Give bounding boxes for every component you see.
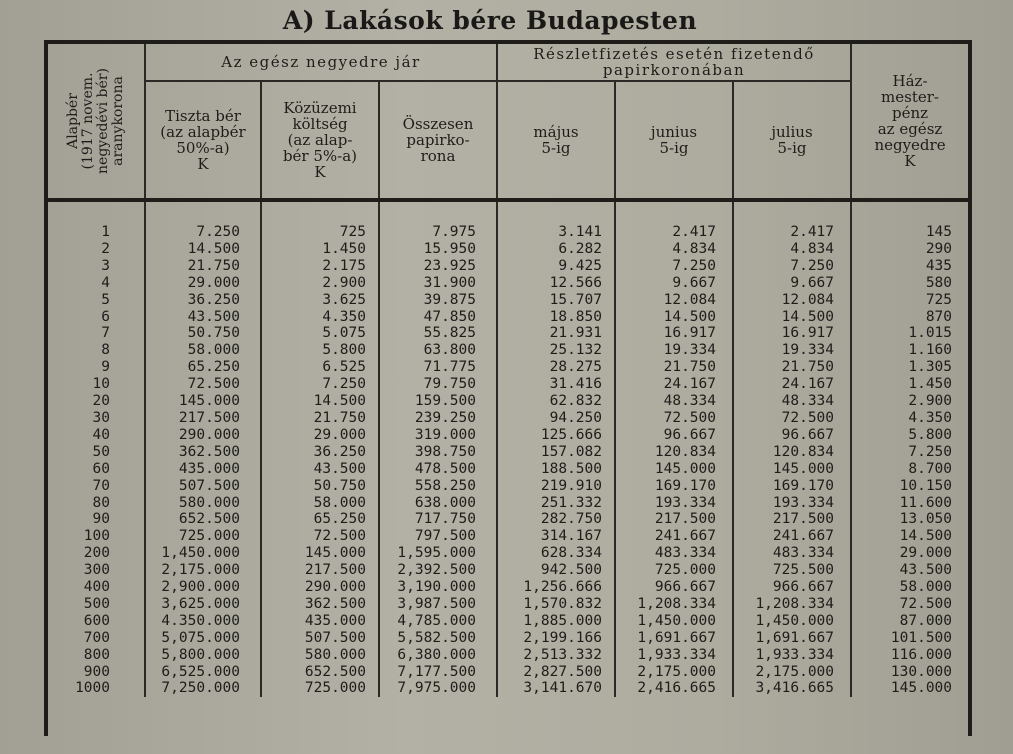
header-total <box>379 81 497 200</box>
table-cell: 101.500 <box>890 629 953 646</box>
table-cell: 72.500 <box>733 410 851 427</box>
table-cell: 116.000 <box>890 646 953 663</box>
table-cell: 4.834 <box>615 241 733 258</box>
table-cell: 55.825 <box>379 325 497 342</box>
table-cell: 1.015 <box>908 325 953 342</box>
table-cell: 50 <box>48 444 145 461</box>
table-cell: 120.834 <box>733 444 851 461</box>
table-cell: 60 <box>48 461 145 478</box>
table-cell: 24.167 <box>615 376 733 393</box>
table-cell: 400 <box>48 579 145 596</box>
table-cell: 4.350 <box>908 409 953 426</box>
table-cell: 725.500 <box>733 562 851 579</box>
table-cell: 43.500 <box>145 309 261 326</box>
table-cell: 2.417 <box>733 200 851 241</box>
table-row <box>48 200 968 241</box>
rent-table <box>48 44 968 697</box>
table-row <box>48 359 968 376</box>
table-row <box>48 241 968 258</box>
table-cell: 50.750 <box>261 478 379 495</box>
header-line: rona <box>420 147 456 165</box>
header-line: bér 5%-a) <box>282 147 358 165</box>
table-cell: 239.250 <box>379 410 497 427</box>
table-cell: 507.500 <box>261 630 379 647</box>
header-line: (az alapbér <box>160 123 246 141</box>
table-cell: 4.350.000 <box>145 613 261 630</box>
table-cell: 290.000 <box>261 579 379 596</box>
table-cell: 1,208.334 <box>615 596 733 613</box>
table-cell: 5,582.500 <box>379 630 497 647</box>
table-body <box>48 200 968 697</box>
table-cell: 1,691.667 <box>615 630 733 647</box>
header-line: Ház- <box>892 72 928 90</box>
table-row <box>48 528 968 545</box>
table-cell: 652.500 <box>261 664 379 681</box>
table-cell: 72.500 <box>899 595 953 612</box>
header-line: az egész <box>877 120 943 138</box>
table-cell: 478.500 <box>379 461 497 478</box>
table-cell: 580.000 <box>145 495 261 512</box>
table-cell: 483.334 <box>733 545 851 562</box>
table-cell: 145.000 <box>145 393 261 410</box>
table-cell: 966.667 <box>615 579 733 596</box>
table-cell: 725 <box>261 200 379 241</box>
table-cell: 72.500 <box>145 376 261 393</box>
table-cell: 2.175 <box>261 258 379 275</box>
table-cell: 362.500 <box>261 596 379 613</box>
table-cell: 8.700 <box>908 460 953 477</box>
table-cell: 507.500 <box>145 478 261 495</box>
table-cell: 2,175.000 <box>733 664 851 681</box>
table-cell: 16.917 <box>615 325 733 342</box>
table-cell: 14.500 <box>261 393 379 410</box>
table-cell: 70 <box>48 478 145 495</box>
header-june <box>615 81 733 200</box>
table-cell: 725 <box>925 291 953 308</box>
table-cell: 966.667 <box>733 579 851 596</box>
table-cell: 2,827.500 <box>497 664 615 681</box>
table-cell: 7.250 <box>145 200 261 241</box>
table-cell: 14.500 <box>615 309 733 326</box>
table-cell: 5.800 <box>261 342 379 359</box>
table-row <box>48 478 968 495</box>
table-cell: 48.334 <box>733 393 851 410</box>
table-cell: 120.834 <box>615 444 733 461</box>
table-row <box>48 596 968 613</box>
table-cell: 10.150 <box>899 477 953 494</box>
table-cell: 241.667 <box>615 528 733 545</box>
table-cell: 21.750 <box>733 359 851 376</box>
table-cell: 36.250 <box>261 444 379 461</box>
table-cell: 5.075 <box>261 325 379 342</box>
table-cell: 1,208.334 <box>733 596 851 613</box>
table-cell: 2.900 <box>908 393 953 410</box>
table-cell: 96.667 <box>615 427 733 444</box>
table-cell: 725.000 <box>145 528 261 545</box>
table-cell: 251.332 <box>497 495 615 512</box>
table-row <box>48 562 968 579</box>
header-line: Összesen <box>402 115 474 133</box>
table-cell: 7,250.000 <box>145 680 261 697</box>
header-line: (az alap- <box>287 131 353 149</box>
table-cell: 28.275 <box>497 359 615 376</box>
table-cell: 3.141 <box>497 200 615 241</box>
table-row <box>48 647 968 664</box>
header-line: pénz <box>891 104 929 122</box>
header-line: aranykorona <box>110 76 126 166</box>
table-cell: 193.334 <box>615 495 733 512</box>
table-cell: 717.750 <box>379 511 497 528</box>
table-row <box>48 680 968 697</box>
table-cell: 63.800 <box>379 342 497 359</box>
table-cell: 725.000 <box>615 562 733 579</box>
header-line: Tiszta bér <box>165 107 241 125</box>
table-cell: 24.167 <box>733 376 851 393</box>
table-row <box>48 511 968 528</box>
table-cell: 2,416.665 <box>615 680 733 697</box>
header-base-rent <box>48 44 145 200</box>
table-row <box>48 495 968 512</box>
table-cell: 638.000 <box>379 495 497 512</box>
table-cell: 94.250 <box>497 410 615 427</box>
table-cell: 36.250 <box>145 292 261 309</box>
table-cell: 80 <box>48 495 145 512</box>
table-cell: 4.350 <box>261 309 379 326</box>
table-cell: 145.000 <box>890 680 953 697</box>
table-cell: 725.000 <box>261 680 379 697</box>
table-cell: 7,177.500 <box>379 664 497 681</box>
table-cell: 193.334 <box>733 495 851 512</box>
table-cell: 145 <box>925 224 953 240</box>
table-cell: 7.250 <box>615 258 733 275</box>
header-base-rent-text <box>66 51 126 191</box>
table-row <box>48 376 968 393</box>
table-cell: 16.917 <box>733 325 851 342</box>
header-group-quarter: Az egész negyedre jár <box>145 44 497 81</box>
table-cell: 217.500 <box>615 511 733 528</box>
table-cell: 65.250 <box>261 511 379 528</box>
table-cell: 96.667 <box>733 427 851 444</box>
table-cell: 79.750 <box>379 376 497 393</box>
table-cell: 2,513.332 <box>497 647 615 664</box>
table-cell: 14.500 <box>899 528 953 545</box>
table-cell: 62.832 <box>497 393 615 410</box>
table-cell: 6.282 <box>497 241 615 258</box>
table-cell: 500 <box>48 596 145 613</box>
table-cell: 2.417 <box>615 200 733 241</box>
table-cell: 11.600 <box>899 494 953 511</box>
table-cell: 100 <box>48 528 145 545</box>
table-cell: 7.250 <box>733 258 851 275</box>
table-cell: 50.750 <box>145 325 261 342</box>
table-row <box>48 461 968 478</box>
table-cell: 1,885.000 <box>497 613 615 630</box>
header-line: papirkoronában <box>602 61 746 79</box>
table-cell: 9 <box>48 359 145 376</box>
table-cell: 145.000 <box>615 461 733 478</box>
table-cell: 3.625 <box>261 292 379 309</box>
table-cell: 300 <box>48 562 145 579</box>
header-line: K <box>314 163 326 181</box>
table-cell: 282.750 <box>497 511 615 528</box>
table-cell: 31.900 <box>379 275 497 292</box>
table-cell: 23.925 <box>379 258 497 275</box>
table-cell: 2,199.166 <box>497 630 615 647</box>
table-row <box>48 545 968 562</box>
table-cell: 40 <box>48 427 145 444</box>
table-cell: 1,933.334 <box>615 647 733 664</box>
table-cell: 319.000 <box>379 427 497 444</box>
table-cell: 9.425 <box>497 258 615 275</box>
table-cell: 435.000 <box>145 461 261 478</box>
table-row <box>48 410 968 427</box>
header-net-rent <box>145 81 261 200</box>
table-row <box>48 664 968 681</box>
table-cell: 7 <box>48 325 145 342</box>
table-cell: 72.500 <box>615 410 733 427</box>
header-line: Részletfizetés esetén fizetendő <box>533 45 815 63</box>
header-line: K <box>197 155 209 173</box>
table-cell: 1,691.667 <box>733 630 851 647</box>
table-cell: 1.450 <box>908 376 953 393</box>
table-row <box>48 258 968 275</box>
table-cell: 558.250 <box>379 478 497 495</box>
table-cell: 217.500 <box>733 511 851 528</box>
table-cell: 200 <box>48 545 145 562</box>
header-utility-cost <box>261 81 379 200</box>
table-cell: 145.000 <box>261 545 379 562</box>
table-cell: 188.500 <box>497 461 615 478</box>
table-cell: 15.950 <box>379 241 497 258</box>
table-cell: 217.500 <box>261 562 379 579</box>
table-row <box>48 613 968 630</box>
table-cell: 7.250 <box>908 443 953 460</box>
table-cell: 2 <box>48 241 145 258</box>
table-cell: 58.000 <box>145 342 261 359</box>
table-cell: 15.707 <box>497 292 615 309</box>
header-group-installments <box>497 44 851 81</box>
table-cell: 9.667 <box>615 275 733 292</box>
table-cell: 39.875 <box>379 292 497 309</box>
table-cell: 130.000 <box>890 663 953 680</box>
table-cell: 21.750 <box>145 258 261 275</box>
table-cell: 4.834 <box>733 241 851 258</box>
table-cell: 1,570.832 <box>497 596 615 613</box>
table-cell: 1 <box>48 200 145 241</box>
header-line: (1917 novem. <box>80 72 96 170</box>
table-cell: 159.500 <box>379 393 497 410</box>
header-line: Közüzemi <box>283 99 357 117</box>
table-cell: 2.900 <box>261 275 379 292</box>
table-cell: 1.160 <box>908 342 953 359</box>
table-cell: 7.975 <box>379 200 497 241</box>
table-cell: 58.000 <box>261 495 379 512</box>
table-cell: 14.500 <box>145 241 261 258</box>
table-cell: 398.750 <box>379 444 497 461</box>
table-cell: 6 <box>48 309 145 326</box>
table-row <box>48 579 968 596</box>
table-cell: 29.000 <box>261 427 379 444</box>
table-cell: 58.000 <box>899 579 953 596</box>
table-cell: 13.050 <box>899 511 953 528</box>
table-cell: 3,416.665 <box>733 680 851 697</box>
table-cell: 1,256.666 <box>497 579 615 596</box>
table-cell: 169.170 <box>733 478 851 495</box>
table-cell: 6.525 <box>261 359 379 376</box>
table-cell: 1,450.000 <box>733 613 851 630</box>
header-line: május <box>533 123 579 141</box>
table-cell: 3,987.500 <box>379 596 497 613</box>
table-cell: 12.084 <box>615 292 733 309</box>
table-cell: 7,975.000 <box>379 680 497 697</box>
table-cell: 14.500 <box>733 309 851 326</box>
table-cell: 652.500 <box>145 511 261 528</box>
table-cell: 43.500 <box>261 461 379 478</box>
table-cell: 30 <box>48 410 145 427</box>
table-row <box>48 309 968 326</box>
table-row <box>48 427 968 444</box>
table-cell: 1000 <box>48 680 145 697</box>
table-cell: 700 <box>48 630 145 647</box>
header-line: papirko- <box>406 131 470 149</box>
table-cell: 65.250 <box>145 359 261 376</box>
table-cell: 3,141.670 <box>497 680 615 697</box>
table-cell: 1.450 <box>261 241 379 258</box>
table-row <box>48 275 968 292</box>
table-cell: 5,075.000 <box>145 630 261 647</box>
table-cell: 20 <box>48 393 145 410</box>
table-cell: 483.334 <box>615 545 733 562</box>
table-cell: 29.000 <box>899 545 953 562</box>
table-cell: 145.000 <box>733 461 851 478</box>
table-cell: 3,190.000 <box>379 579 497 596</box>
table-cell: 43.500 <box>899 562 953 579</box>
table-cell: 241.667 <box>733 528 851 545</box>
table-cell: 217.500 <box>145 410 261 427</box>
table-row <box>48 393 968 410</box>
table-cell: 362.500 <box>145 444 261 461</box>
table-cell: 800 <box>48 647 145 664</box>
table-row <box>48 630 968 647</box>
header-line: költség <box>292 115 348 133</box>
table-row <box>48 342 968 359</box>
table-cell: 169.170 <box>615 478 733 495</box>
table-cell: 628.334 <box>497 545 615 562</box>
table-cell: 72.500 <box>261 528 379 545</box>
table-cell: 12.084 <box>733 292 851 309</box>
table-cell: 21.750 <box>615 359 733 376</box>
table-cell: 125.666 <box>497 427 615 444</box>
header-may <box>497 81 615 200</box>
table-cell: 6,525.000 <box>145 664 261 681</box>
table-cell: 290.000 <box>145 427 261 444</box>
table-cell: 90 <box>48 511 145 528</box>
header-line: mester- <box>881 88 939 106</box>
table-cell: 1.305 <box>908 359 953 376</box>
table-cell: 19.334 <box>615 342 733 359</box>
table-cell: 157.082 <box>497 444 615 461</box>
table-cell: 21.750 <box>261 410 379 427</box>
table-cell: 19.334 <box>733 342 851 359</box>
table-cell: 2,175.000 <box>145 562 261 579</box>
table-cell: 47.850 <box>379 309 497 326</box>
table-cell: 9.667 <box>733 275 851 292</box>
header-line: negyedévi bér) <box>95 68 111 174</box>
header-line: 5-ig <box>659 139 689 157</box>
table-cell: 7.250 <box>261 376 379 393</box>
table-cell: 12.566 <box>497 275 615 292</box>
table-cell: 870 <box>925 308 953 325</box>
table-cell: 1,595.000 <box>379 545 497 562</box>
table-cell: 1,933.334 <box>733 647 851 664</box>
page-title: A) Lakások bére Budapesten <box>282 6 698 35</box>
table-cell: 31.416 <box>497 376 615 393</box>
table-cell: 21.931 <box>497 325 615 342</box>
table-cell: 580 <box>925 274 953 291</box>
header-janitor-fee <box>851 44 968 200</box>
header-line: Alapbér <box>65 93 81 149</box>
header-line: 5-ig <box>541 139 571 157</box>
table-cell: 29.000 <box>145 275 261 292</box>
table-cell: 314.167 <box>497 528 615 545</box>
table-cell: 4 <box>48 275 145 292</box>
table-cell: 6,380.000 <box>379 647 497 664</box>
table-cell: 10 <box>48 376 145 393</box>
table-cell: 5 <box>48 292 145 309</box>
table-cell: 87.000 <box>899 612 953 629</box>
table-cell: 4,785.000 <box>379 613 497 630</box>
header-line: julius <box>771 123 813 141</box>
table-cell: 2,392.500 <box>379 562 497 579</box>
table-cell: 942.500 <box>497 562 615 579</box>
header-line: negyedre <box>874 136 946 154</box>
table-cell: 1,450.000 <box>145 545 261 562</box>
table-cell: 5,800.000 <box>145 647 261 664</box>
table-row <box>48 325 968 342</box>
table-cell: 2,900.000 <box>145 579 261 596</box>
table-cell: 435 <box>925 257 953 274</box>
table-cell: 797.500 <box>379 528 497 545</box>
table-cell: 290 <box>925 240 953 257</box>
header-line: K <box>904 152 916 170</box>
table-cell: 71.775 <box>379 359 497 376</box>
table-cell: 8 <box>48 342 145 359</box>
table-cell: 25.132 <box>497 342 615 359</box>
header-line: junius <box>650 123 698 141</box>
table-cell: 580.000 <box>261 647 379 664</box>
table-cell: 3 <box>48 258 145 275</box>
table-row <box>48 444 968 461</box>
table-cell: 219.910 <box>497 478 615 495</box>
table-cell: 48.334 <box>615 393 733 410</box>
header-line: 5-ig <box>777 139 807 157</box>
table-cell: 3,625.000 <box>145 596 261 613</box>
table-row <box>48 292 968 309</box>
header-line: 50%-a) <box>176 139 230 157</box>
table-cell: 18.850 <box>497 309 615 326</box>
table-cell: 900 <box>48 664 145 681</box>
table-cell: 2,175.000 <box>615 664 733 681</box>
table-cell: 600 <box>48 613 145 630</box>
header-july <box>733 81 851 200</box>
table-cell: 1,450.000 <box>615 613 733 630</box>
table-cell: 5.800 <box>908 426 953 443</box>
table-cell: 435.000 <box>261 613 379 630</box>
